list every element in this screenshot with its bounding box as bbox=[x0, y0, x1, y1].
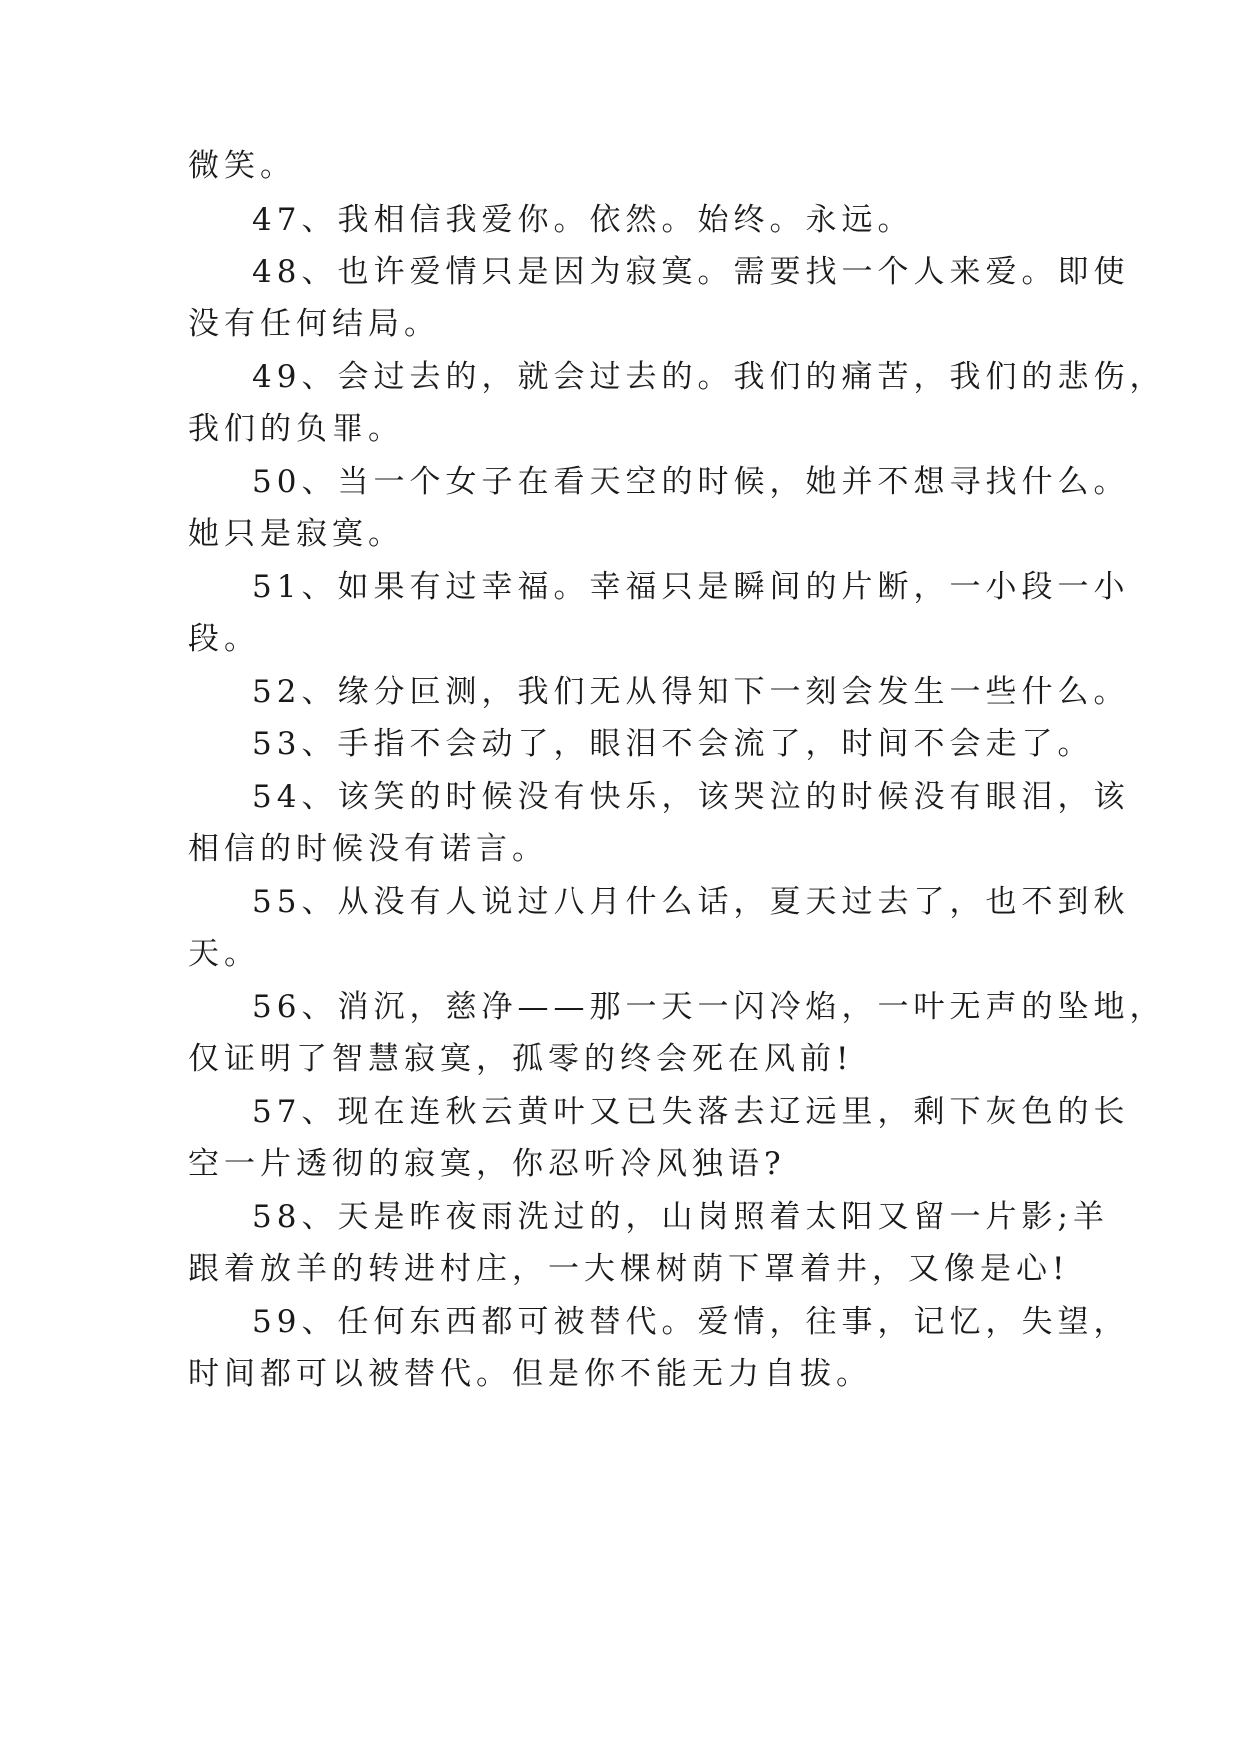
text-line-1: 微笑。 bbox=[188, 148, 296, 184]
text-line-4: 没有任何结局。 bbox=[188, 306, 440, 342]
text-line-6: 我们的负罪。 bbox=[188, 411, 404, 447]
text-line-8: 她只是寂寞。 bbox=[188, 516, 404, 552]
text-line-11: 52、缘分叵测，我们无从得知下一刻会发生一些什么。 bbox=[252, 674, 1130, 710]
text-line-23: 59、任何东西都可被替代。爱情，往事，记忆，失望， bbox=[252, 1304, 1130, 1340]
text-line-12: 53、手指不会动了，眼泪不会流了，时间不会走了。 bbox=[252, 726, 1094, 762]
text-line-16: 天。 bbox=[188, 936, 260, 972]
text-line-5: 49、会过去的，就会过去的。我们的痛苦，我们的悲伤， bbox=[252, 359, 1166, 395]
text-line-18: 仅证明了智慧寂寞，孤零的终会死在风前! bbox=[188, 1041, 854, 1077]
text-line-21: 58、天是昨夜雨洗过的，山岗照着太阳又留一片影;羊 bbox=[252, 1199, 1109, 1235]
text-line-24: 时间都可以被替代。但是你不能无力自拔。 bbox=[188, 1356, 872, 1392]
text-line-20: 空一片透彻的寂寞，你忍听冷风独语? bbox=[188, 1146, 786, 1182]
text-line-10: 段。 bbox=[188, 621, 260, 657]
text-line-19: 57、现在连秋云黄叶又已失落去辽远里，剩下灰色的长 bbox=[252, 1094, 1130, 1130]
text-line-17: 56、消沉，慈净——那一天一闪冷焰，一叶无声的坠地， bbox=[252, 989, 1166, 1025]
text-line-22: 跟着放羊的转进村庄，一大棵树荫下罩着井，又像是心! bbox=[188, 1251, 1070, 1287]
text-line-9: 51、如果有过幸福。幸福只是瞬间的片断，一小段一小 bbox=[252, 569, 1130, 605]
text-line-3: 48、也许爱情只是因为寂寞。需要找一个人来爱。即使 bbox=[252, 254, 1130, 290]
text-line-14: 相信的时候没有诺言。 bbox=[188, 831, 548, 867]
text-line-15: 55、从没有人说过八月什么话，夏天过去了，也不到秋 bbox=[252, 884, 1130, 920]
text-line-7: 50、当一个女子在看天空的时候，她并不想寻找什么。 bbox=[252, 464, 1130, 500]
text-line-2: 47、我相信我爱你。依然。始终。永远。 bbox=[252, 202, 914, 238]
text-line-13: 54、该笑的时候没有快乐，该哭泣的时候没有眼泪，该 bbox=[252, 779, 1130, 815]
